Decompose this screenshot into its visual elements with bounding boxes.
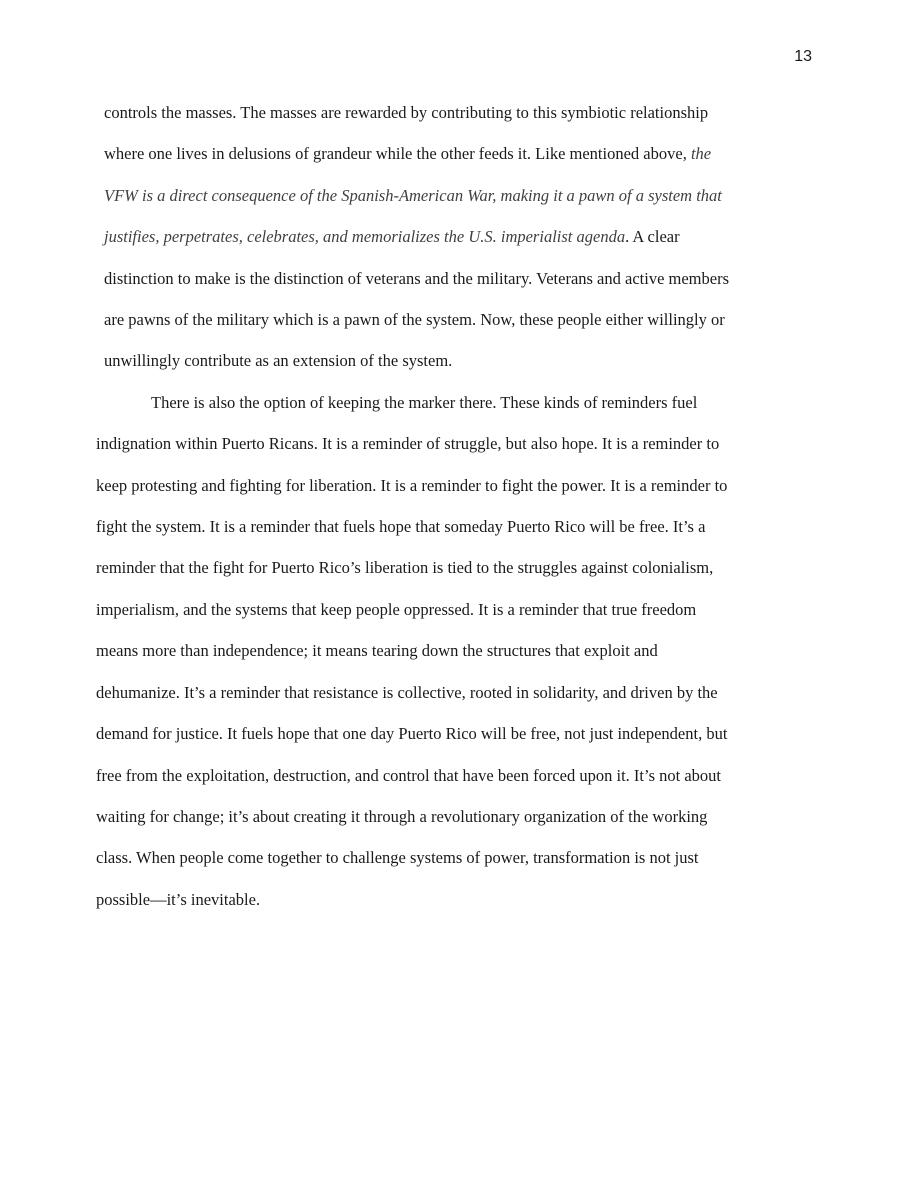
paragraph-2 — [96, 382, 800, 920]
text-line: There is also the option of keeping the marker there. These kinds of reminders fuel — [151, 392, 698, 412]
italic-quote-line: VFW is a direct consequence of the Spanish-American War, making it a pawn of a system that — [104, 185, 722, 205]
text-line: class. When people come together to challenge systems of power, transformation is not just — [96, 848, 699, 868]
italic-quote-segment: the — [690, 144, 712, 164]
text-line: unwillingly contribute as an extension of the system. — [104, 351, 453, 371]
text-line: are pawns of the military which is a pawn of the system. Now, these people either willingly or — [104, 310, 725, 330]
text-line: keep protesting and fighting for liberation. It is a reminder to fight the power. It is a reminder to — [96, 475, 728, 495]
text-line — [104, 216, 800, 257]
text-line: possible—it’s inevitable. — [96, 889, 261, 909]
text-line: imperialism, and the systems that keep people oppressed. It is a reminder that true freedom — [96, 599, 697, 619]
text-line: indignation within Puerto Ricans. It is a reminder of struggle, but also hope. It is a reminder to — [96, 434, 720, 454]
paragraph-1 — [96, 92, 800, 382]
page-number: 13 — [794, 48, 812, 65]
text-line: controls the masses. The masses are rewarded by contributing to this symbiotic relationship — [104, 103, 709, 122]
text-line: demand for justice. It fuels hope that one day Puerto Rico will be free, not just independent, but — [96, 724, 728, 744]
text-line: fight the system. It is a reminder that fuels hope that someday Puerto Rico will be free. It’s a — [96, 517, 706, 537]
text-line: waiting for change; it’s about creating it through a revolutionary organization of the working — [96, 806, 708, 826]
text-line: free from the exploitation, destruction, and control that have been forced upon it. It’s not about — [96, 765, 721, 785]
document-body — [96, 92, 800, 920]
text-line — [104, 133, 800, 174]
text-segment: . A clear — [625, 227, 680, 247]
text-segment: where one lives in delusions of grandeur while the other feeds it. Like mentioned above, — [104, 144, 691, 164]
text-line: reminder that the fight for Puerto Rico’s liberation is tied to the struggles against colonialism, — [96, 558, 714, 578]
text-line: means more than independence; it means tearing down the structures that exploit and — [96, 641, 658, 661]
text-line: distinction to make is the distinction of veterans and the military. Veterans and active members — [104, 268, 730, 288]
italic-quote-segment: justifies, perpetrates, celebrates, and memorializes the U.S. imperialist agenda — [104, 227, 626, 247]
text-line: dehumanize. It’s a reminder that resistance is collective, rooted in solidarity, and driven by the — [96, 682, 718, 702]
